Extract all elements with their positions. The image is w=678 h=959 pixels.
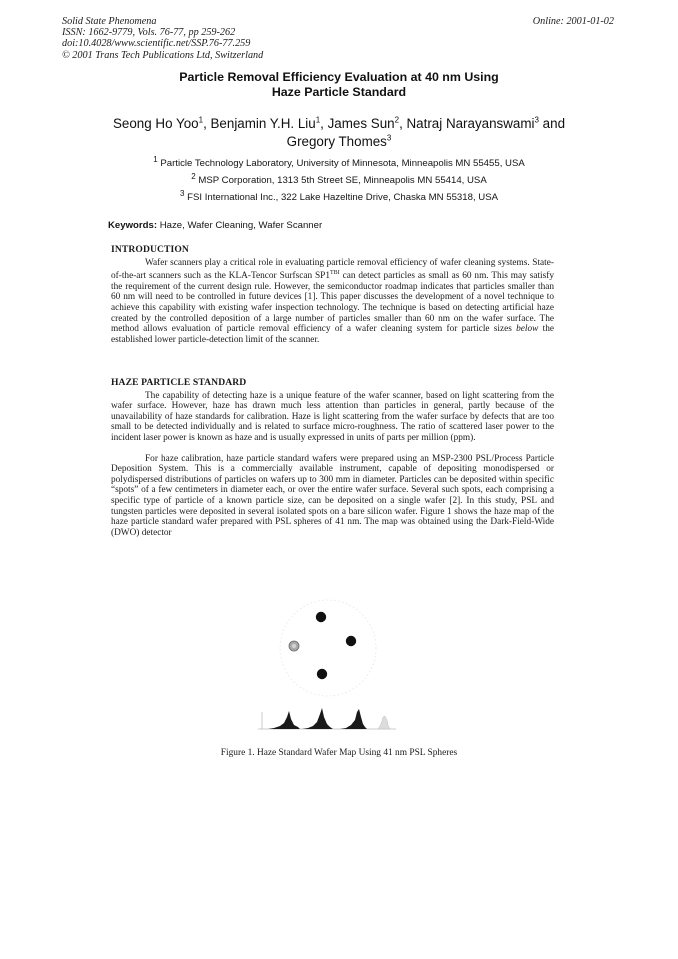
author-name: Seong Ho Yoo [112, 116, 199, 131]
author-name: , Natraj Narayanswami [399, 116, 535, 131]
affiliation-list [0, 155, 678, 206]
keywords [108, 220, 322, 231]
affiliation-mark: 1 [153, 154, 158, 164]
online-date: Online: 2001-01-02 [532, 16, 614, 27]
haze-standard-heading: HAZE PARTICLE STANDARD [111, 377, 247, 388]
author-affiliation-mark: 3 [386, 133, 392, 143]
haze-wafer-map-figure [240, 590, 410, 740]
title-line-2: Haze Particle Standard [271, 85, 407, 99]
histogram-peak [268, 711, 300, 729]
affiliation-1 [0, 155, 678, 172]
introduction-paragraph [111, 258, 554, 346]
haze-histogram [258, 708, 396, 729]
title-line-1: Particle Removal Efficiency Evaluation at 40 nm Using [179, 70, 499, 84]
intro-text-3: the established lower particle-detection limit of the scanner. [111, 324, 554, 345]
haze-paragraph-2: For haze calibration, haze particle standard wafers were prepared using an MSP-2300 PSL/Process Particle Deposition System. This is a commercially available instrument, capable of depositing monodispersed or polydispersed distributions of particles on wafers up to 300 mm in diameter. Particles can be deposited within specific “spots” of a few centimeters in diameter each, or over the entire wafer surface. Several such spots, each comprising a specific type of particle of a known particle size, can be deposited on a single wafer [2]. In this study, PSL and tungsten particles were deposited in several isolated spots on a bare silicon wafer. Figure 1 shows the haze map of the haze particle standard wafer prepared with PSL spheres of 41 nm. The map was obtained using the Dark-Field-Wide (DWO) detector [111, 453, 554, 538]
copyright-line: © 2001 Trans Tech Publications Ltd, Switzerland [62, 49, 264, 61]
author-affiliation-mark: 3 [534, 115, 539, 125]
author-name: Gregory Thomes [286, 133, 387, 149]
particle-spot [317, 669, 327, 679]
issn-line: ISSN: 1662-9779, Vols. 76-77, pp 259-262 [62, 27, 236, 39]
intro-text-2: can detect particles as small as 60 nm. This may satisfy the requirement of the current design rule. However, the semiconductor roadmap indicates that particles smaller than 60 nm will need to be controlled in future devices [1]. This paper discusses the development of a novel technique to achieve this capability with existing wafer inspection technology. The technique is based on detecting artificial haze created by the controlled deposition of a large number of particles smaller than 60 nm on the wafer surface. The method allows evaluation of particle removal efficiency of a wafer cleaning system for particle sizes [111, 271, 554, 335]
histogram-peak-faint [378, 716, 390, 729]
journal-name: Solid State Phenomena [62, 16, 157, 27]
figure-caption: Figure 1. Haze Standard Wafer Map Using 41 nm PSL Spheres [220, 748, 458, 758]
affiliation-text: Particle Technology Laboratory, University of Minnesota, Minneapolis MN 55455, USA [160, 158, 525, 169]
haze-paragraph-1: The capability of detecting haze is a unique feature of the wafer scanner, based on light scattering from the wafer surface. However, haze has drawn much less attention than particles in general, partly because of the unavailability of haze standards for calibration. Haze is light scattering from the wafer surface by defects that are too small to be detected individually and is related to surface micro-roughness. The ratio of scattered laser power to the incident laser power is known as haze and is usually expressed in units of parts per million (ppm). [111, 390, 554, 443]
paper-title [0, 70, 678, 100]
intro-emphasis: below [516, 324, 539, 335]
author-name: , James Sun [320, 116, 395, 131]
introduction-section [111, 245, 554, 345]
affiliation-text: FSI International Inc., 322 Lake Hazeltine Drive, Chaska MN 55318, USA [187, 192, 498, 203]
doi-line: doi:10.4028/www.scientific.net/SSP.76-77.259 [62, 38, 251, 50]
author-name: , Benjamin Y.H. Liu [203, 116, 316, 131]
author-conjunction: and [538, 116, 566, 131]
introduction-heading: INTRODUCTION [111, 244, 189, 255]
trademark-mark: TBI [330, 270, 340, 277]
intro-text-1: Wafer scanners play a critical role in evaluating particle removal efficiency of wafer cleaning systems. State-of-the-art scanners such as the KLA-Tencor Surfscan SP1 [111, 257, 554, 282]
haze-standard-section [111, 378, 554, 538]
affiliation-text: MSP Corporation, 1313 5th Street SE, Minneapolis MN 55414, USA [198, 175, 487, 186]
affiliation-mark: 3 [179, 188, 185, 198]
author-affiliation-mark: 1 [315, 115, 321, 125]
author-affiliation-mark: 1 [198, 115, 204, 125]
wafer-map-image [240, 590, 410, 740]
affiliation-mark: 2 [191, 171, 196, 181]
grey-spot-center [292, 644, 296, 648]
histogram-peak [340, 709, 367, 729]
author-list [95, 115, 583, 150]
affiliation-3 [0, 189, 678, 206]
keywords-text: Haze, Wafer Cleaning, Wafer Scanner [157, 220, 323, 231]
particle-spot [346, 636, 356, 646]
affiliation-2 [0, 172, 678, 189]
particle-spot [316, 612, 326, 622]
journal-header [62, 16, 263, 61]
keywords-label: Keywords: [108, 220, 158, 231]
histogram-peak [302, 708, 333, 729]
author-affiliation-mark: 2 [394, 115, 400, 125]
